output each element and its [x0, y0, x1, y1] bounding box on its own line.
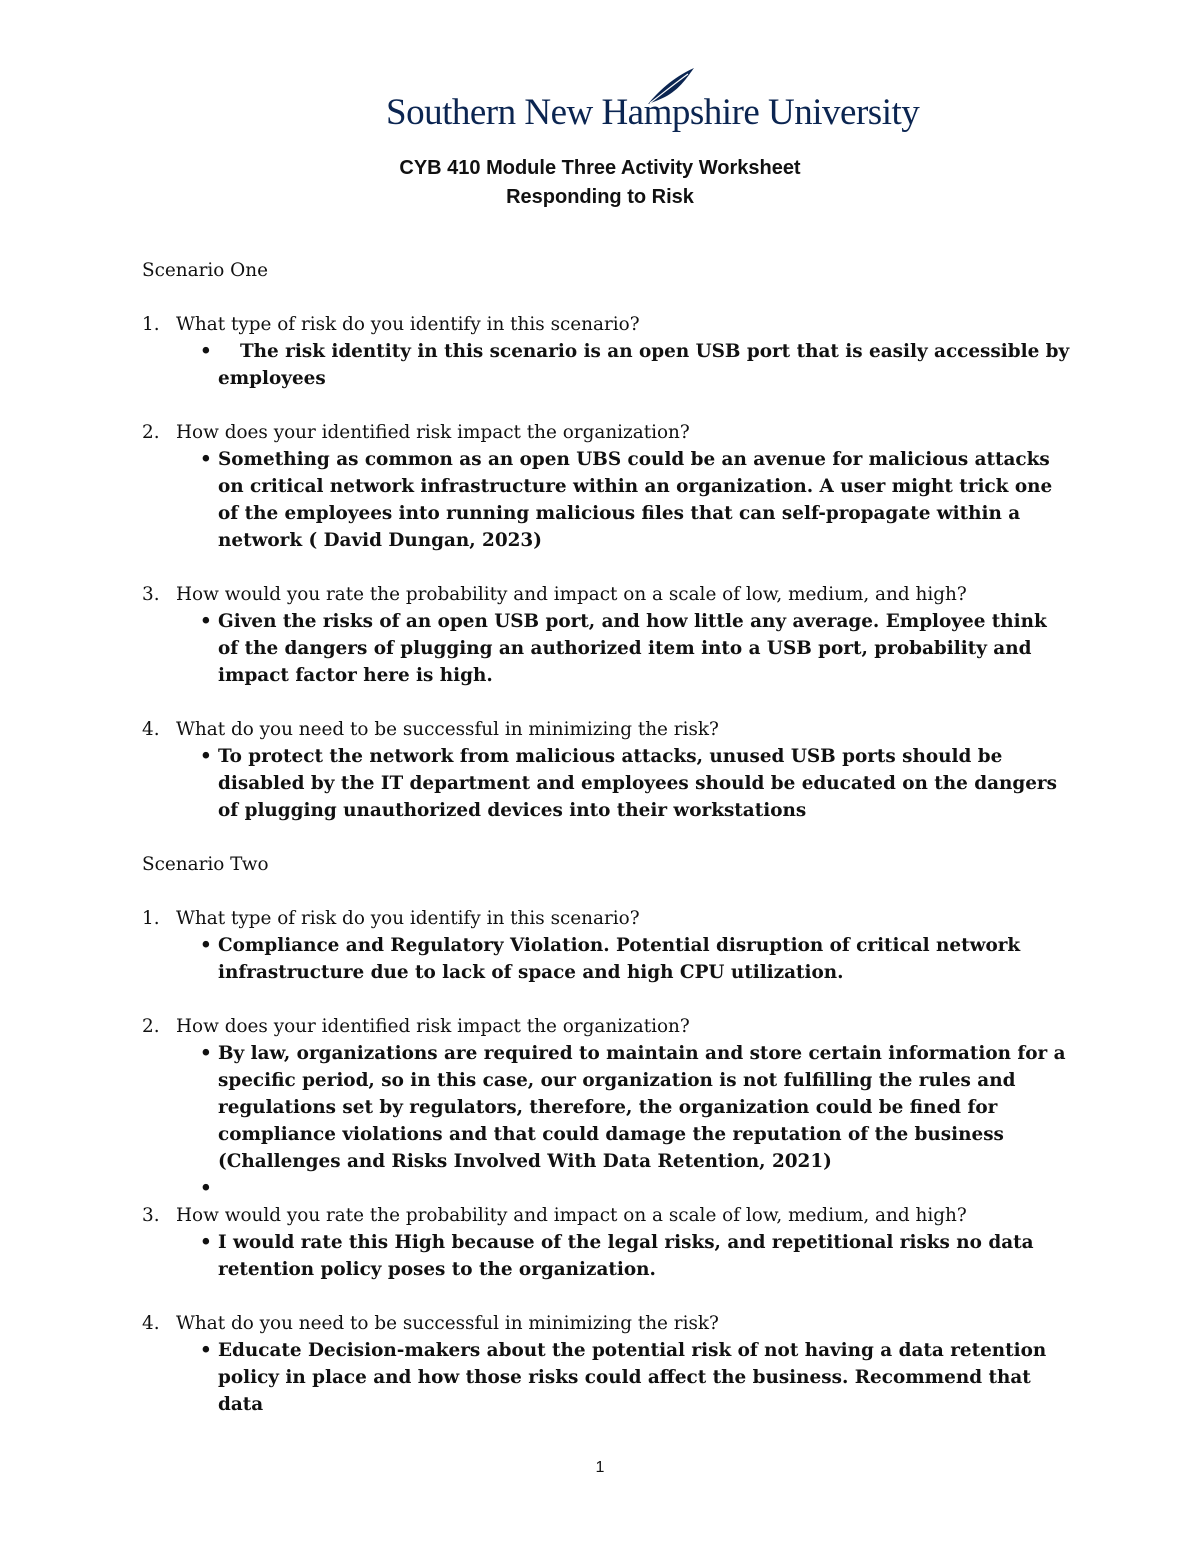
answer-text: To protect the network from malicious attacks, unused USB ports should be disabled by the IT department and employees should be educated on the dangers of plugging unauthorized devices into their workstations: [218, 746, 1057, 821]
worksheet-content: [142, 257, 1072, 1418]
answer-item: [142, 446, 1072, 554]
question-item: [142, 1202, 1072, 1229]
answer-item: [142, 608, 1072, 689]
answer-item: [142, 743, 1072, 824]
bullet-icon: •: [200, 1232, 212, 1253]
question-item: [142, 419, 1072, 446]
question-number: 3.: [142, 1205, 160, 1226]
answer-text: Something as common as an open UBS could be an avenue for malicious attacks on critical network infrastructure within an organization. A user might trick one of the employees into running malicious files that can self-propagate within a network ( David Dungan, 2023): [218, 449, 1053, 551]
answer-item: [142, 932, 1072, 986]
bullet-icon: •: [200, 746, 212, 767]
question-item: [142, 1310, 1072, 1337]
title-line-1: CYB 410 Module Three Activity Worksheet: [399, 157, 801, 179]
question-number: 4.: [142, 719, 160, 740]
question-text: What type of risk do you identify in this scenario?: [176, 908, 640, 929]
bullet-icon: •: [200, 449, 212, 470]
question-number: 2.: [142, 1016, 160, 1037]
bullet-icon: •: [200, 1340, 212, 1361]
answer-text: I would rate this High because of the legal risks, and repetitional risks no data retention policy poses to the organization.: [218, 1232, 1034, 1280]
bullet-icon: •: [200, 935, 212, 956]
logo-wordmark: Southern New Hampshire University: [386, 92, 920, 133]
worksheet-title: [0, 154, 1200, 212]
answer-item: [142, 1337, 1072, 1418]
scenario-two-heading: Scenario Two: [142, 854, 269, 875]
bullet-icon: •: [200, 1178, 212, 1199]
question-text: How does your identified risk impact the organization?: [176, 1016, 690, 1037]
question-item: [142, 716, 1072, 743]
question-number: 1.: [142, 314, 160, 335]
page-number: 1: [595, 1459, 605, 1476]
answer-text: The risk identity in this scenario is an open USB port that is easily accessible by employees: [218, 341, 1070, 389]
question-item: [142, 905, 1072, 932]
bullet-icon: •: [200, 611, 212, 632]
answer-text: Given the risks of an open USB port, and how little any average. Employee think of the dangers of plugging an authorized item into a USB port, probability and impact factor here is high.: [218, 611, 1047, 686]
question-item: [142, 1013, 1072, 1040]
question-text: How would you rate the probability and impact on a scale of low, medium, and high?: [176, 584, 967, 605]
question-text: How would you rate the probability and impact on a scale of low, medium, and high?: [176, 1205, 967, 1226]
feather-icon: [644, 66, 696, 106]
bullet-icon: •: [200, 1043, 212, 1064]
answer-item: [142, 338, 1072, 392]
question-number: 3.: [142, 584, 160, 605]
question-item: [142, 311, 1072, 338]
question-item: [142, 581, 1072, 608]
question-text: How does your identified risk impact the organization?: [176, 422, 690, 443]
title-line-2: Responding to Risk: [506, 186, 694, 208]
question-text: What do you need to be successful in minimizing the risk?: [176, 1313, 719, 1334]
question-number: 2.: [142, 422, 160, 443]
bullet-icon: •: [200, 341, 212, 362]
question-text: What do you need to be successful in minimizing the risk?: [176, 719, 719, 740]
scenario-one-heading: Scenario One: [142, 260, 268, 281]
university-logo: [386, 66, 920, 138]
question-number: 1.: [142, 908, 160, 929]
answer-text: Compliance and Regulatory Violation. Potential disruption of critical network infrastructure due to lack of space and high CPU utilization.: [218, 935, 1021, 983]
answer-item: [142, 1040, 1072, 1175]
question-number: 4.: [142, 1313, 160, 1334]
empty-list-item: [142, 1175, 1072, 1202]
answer-item: [142, 1229, 1072, 1283]
question-text: What type of risk do you identify in this scenario?: [176, 314, 640, 335]
answer-text: By law, organizations are required to maintain and store certain information for a specific period, so in this case, our organization is not fulfilling the rules and regulations set by regulators, therefore, the organization could be fined for compliance violations and that could damage the reputation of the business (Challenges and Risks Involved With Data Retention, 2021): [218, 1043, 1066, 1172]
answer-text: Educate Decision-makers about the potential risk of not having a data retention policy in place and how those risks could affect the business. Recommend that data: [218, 1340, 1047, 1415]
